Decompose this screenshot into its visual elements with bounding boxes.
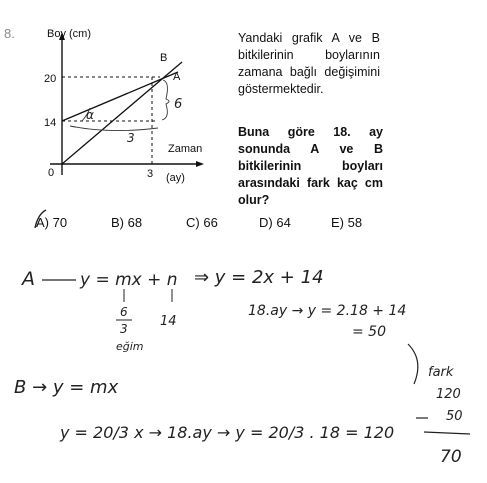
angle-annotation: α: [86, 108, 94, 122]
origin-label: 0: [48, 167, 55, 179]
hw-fark-bracket: [408, 344, 418, 384]
hw-fark-result: 70: [440, 447, 462, 467]
x-axis-label: Zaman: [168, 143, 203, 155]
run-annotation: 3: [127, 131, 135, 145]
choice-c-value: 66: [203, 215, 218, 230]
hw-line3-b: B → y = mx: [14, 377, 119, 398]
hw-fark-label: fark: [428, 365, 454, 380]
choice-d-value: 64: [276, 215, 291, 230]
hw-slope-note: eğim: [116, 340, 144, 353]
problem-question: Buna göre 18. ay sonunda A ve B bitkilerinin boyları arasındaki fark kaç cm olur?: [238, 125, 383, 207]
hw-line2-calc: 18.ay → y = 2.18 + 14: [248, 303, 407, 319]
question-number: 8.: [4, 26, 15, 41]
hw-slope-num: 6: [120, 305, 128, 319]
choice-d-letter: D): [259, 215, 273, 230]
rise-annotation: 6: [174, 97, 183, 112]
choice-e-letter: E): [331, 215, 344, 230]
y-axis-label: Boy (cm): [47, 28, 91, 40]
hw-fark-top: 120: [436, 387, 461, 402]
hw-fark-sub: 50: [446, 409, 463, 424]
hw-line1-eq: y = mx + n: [80, 270, 178, 290]
hw-slope-den: 3: [120, 322, 128, 336]
hw-line1-result: ⇒ y = 2x + 14: [194, 267, 324, 288]
problem-description: Yandaki grafik A ve B bitkilerinin boylarının zamana bağlı değişimini göstermektedir.: [238, 31, 380, 96]
answer-mark: [35, 210, 46, 228]
line-b-label: B: [160, 52, 168, 64]
line-a-label: A: [173, 71, 181, 83]
hw-a-label: A: [22, 268, 35, 290]
choice-e-value: 58: [347, 215, 363, 230]
y-tick-20: 20: [44, 73, 57, 85]
hw-line2-result: = 50: [352, 324, 386, 340]
choice-b-value: 68: [127, 215, 143, 230]
choice-c-letter: C): [186, 215, 200, 230]
hw-fark-bar: [424, 432, 470, 434]
choice-a-value: 70: [52, 215, 68, 230]
hw-line4-calc: y = 20/3 x → 18.ay → y = 20/3 . 18 = 120: [60, 423, 395, 442]
y-tick-14: 14: [44, 117, 57, 129]
choice-a-letter: A): [36, 215, 49, 230]
x-axis-unit: (ay): [166, 172, 185, 184]
x-tick-3: 3: [147, 168, 154, 180]
choice-b-letter: B): [111, 215, 124, 230]
hw-intercept-note: 14: [160, 314, 177, 329]
